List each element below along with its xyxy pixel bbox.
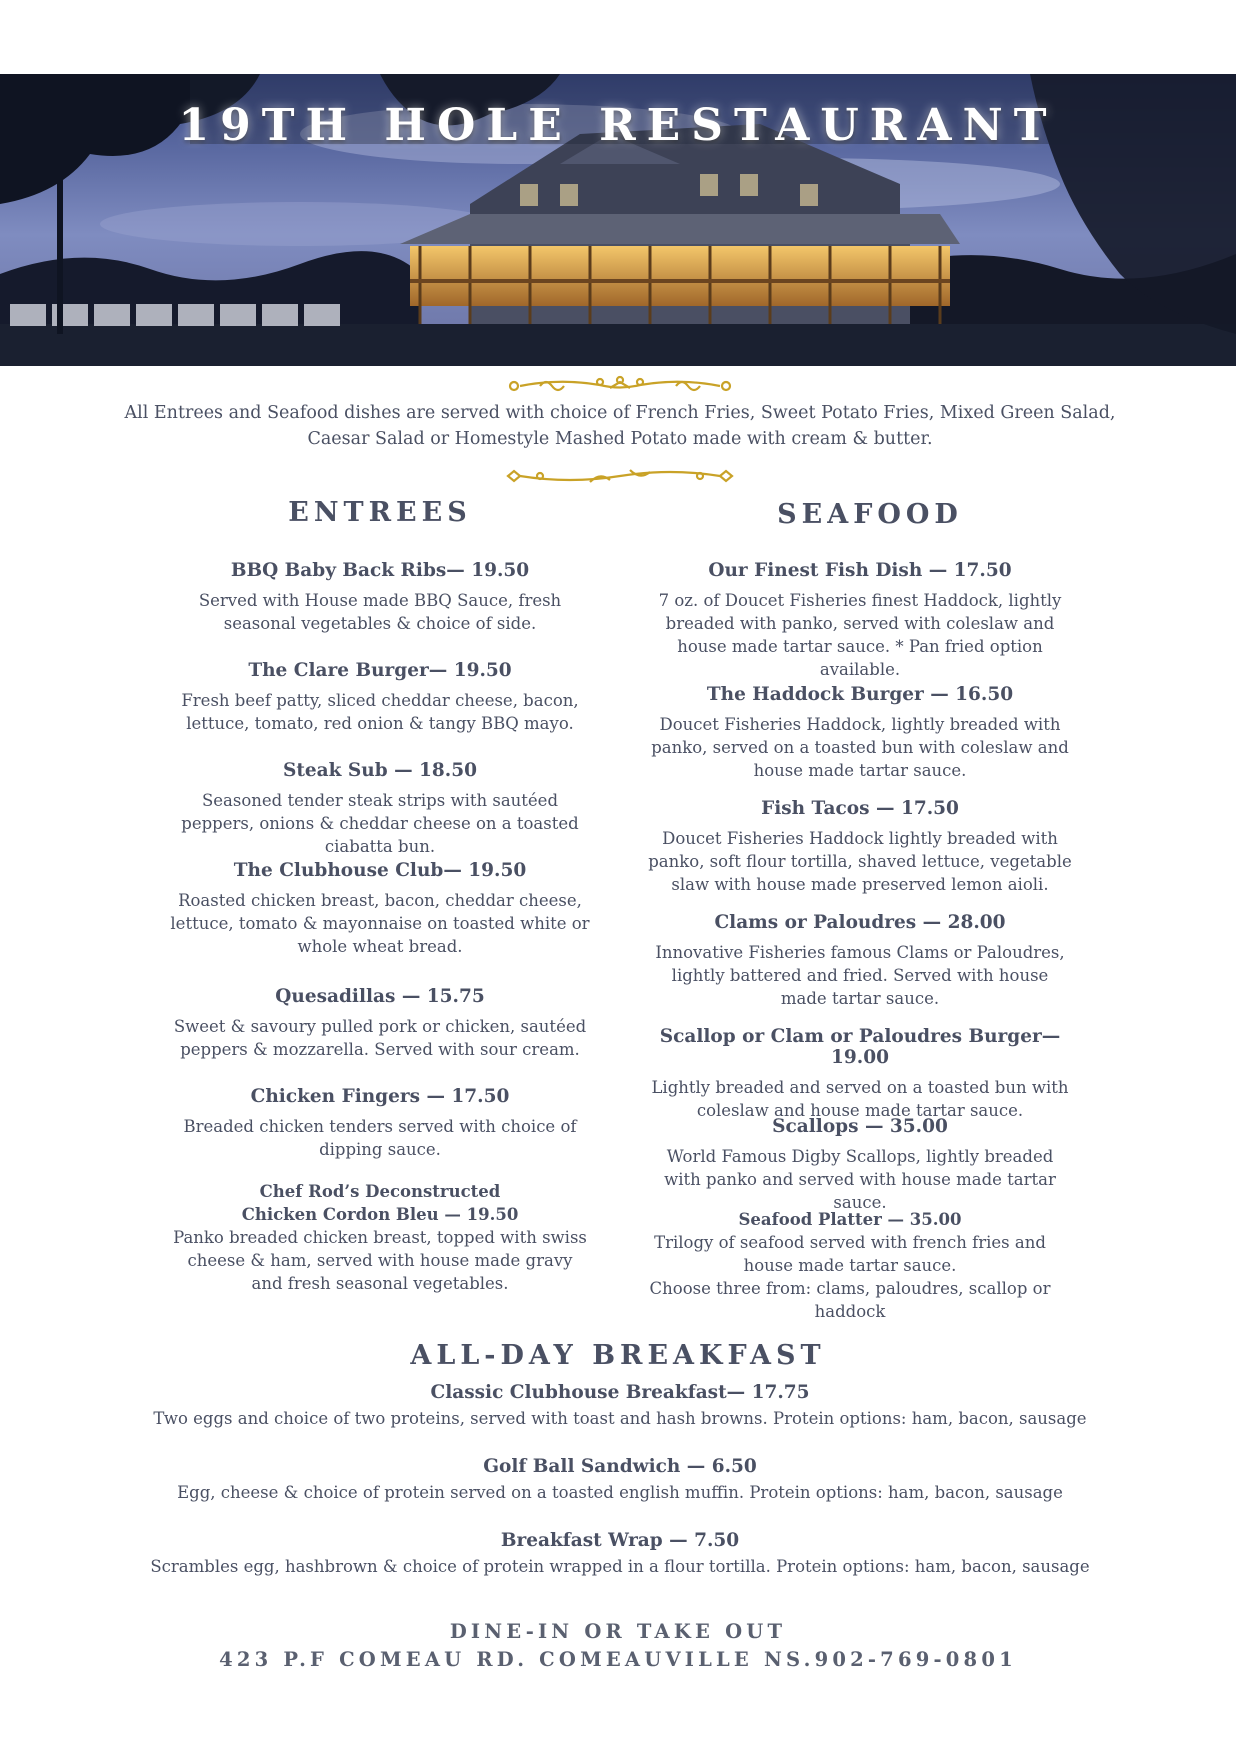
seafood-item: [640, 1026, 1080, 1122]
item-name: Chef Rod’s Deconstructed: [259, 1182, 501, 1201]
item-description: 7 oz. of Doucet Fisheries finest Haddock, lightly breaded with panko, served with coleslaw and house made tartar sauce. * Pan fried option available.: [658, 591, 1062, 679]
entrees-heading: ENTREES: [288, 497, 472, 528]
item-description: Two eggs and choice of two proteins, served with toast and hash browns. Protein options: ham, bacon, sausage: [153, 1409, 1087, 1428]
ornament-divider-middle: [500, 462, 740, 492]
item-name: Quesadillas — 15.75: [275, 986, 485, 1007]
item-description: Egg, cheese & choice of protein served on a toasted english muffin. Protein options: ham, bacon, sausage: [177, 1483, 1063, 1502]
item-name: Seafood Platter — 35.00: [738, 1210, 962, 1229]
breakfast-item: [120, 1382, 1120, 1430]
item-description: Innovative Fisheries famous Clams or Paloudres, lightly battered and fried. Served with house made tartar sauce.: [655, 943, 1065, 1008]
ornament-divider-top: [500, 370, 740, 400]
item-name: Steak Sub — 18.50: [283, 760, 477, 781]
entree-item: [170, 860, 590, 958]
item-description: Sweet & savoury pulled pork or chicken, sautéed peppers & mozzarella. Served with sour cream.: [173, 1017, 587, 1059]
breakfast-heading: ALL-DAY BREAKFAST: [410, 1340, 826, 1371]
item-description: Doucet Fisheries Haddock, lightly breaded with panko, served on a toasted bun with coleslaw and house made tartar sauce.: [651, 715, 1069, 780]
restaurant-title: 19TH HOLE RESTAURANT: [178, 100, 1058, 151]
item-description: Breaded chicken tenders served with choice of dipping sauce.: [183, 1117, 577, 1159]
sides-intro: All Entrees and Seafood dishes are served with choice of French Fries, Sweet Potato Fries, Mixed Green Salad, Caesar Salad or Homestyle Mashed Potato made with cream & butter.: [124, 403, 1116, 449]
item-name: Fish Tacos — 17.50: [761, 798, 959, 819]
seafood-item: [630, 1208, 1070, 1323]
item-description: Choose three from: clams, paloudres, scallop or haddock: [649, 1279, 1051, 1321]
item-name: The Clubhouse Club— 19.50: [233, 860, 527, 881]
entree-item: [170, 1086, 590, 1161]
seafood-item: [640, 798, 1080, 896]
breakfast-item: [120, 1530, 1120, 1578]
item-name: Chicken Cordon Bleu — 19.50: [241, 1205, 519, 1224]
item-description: Roasted chicken breast, bacon, cheddar cheese, lettuce, tomato & mayonnaise on toasted white or whole wheat bread.: [170, 891, 590, 956]
seafood-heading: SEAFOOD: [777, 499, 963, 530]
item-name: Classic Clubhouse Breakfast— 17.75: [430, 1382, 810, 1403]
item-description: Trilogy of seafood served with french fries and house made tartar sauce.: [654, 1233, 1046, 1275]
breakfast-item: [120, 1456, 1120, 1504]
item-description: Lightly breaded and served on a toasted bun with coleslaw and house made tartar sauce.: [651, 1078, 1069, 1120]
seafood-item: [650, 1116, 1070, 1214]
item-name: The Haddock Burger — 16.50: [706, 684, 1014, 705]
item-description: World Famous Digby Scallops, lightly breaded with panko and served with house made tartar sauce.: [664, 1147, 1056, 1212]
item-description: Scrambles egg, hashbrown & choice of protein wrapped in a flour tortilla. Protein options: ham, bacon, sausage: [150, 1557, 1090, 1576]
entree-item: [170, 986, 590, 1061]
entree-item: [170, 1180, 590, 1295]
item-description: Seasoned tender steak strips with sautéed peppers, onions & cheddar cheese on a toasted ciabatta bun.: [181, 791, 579, 856]
item-description: Fresh beef patty, sliced cheddar cheese, bacon, lettuce, tomato, red onion & tangy BBQ mayo.: [181, 691, 579, 733]
item-name: Clams or Paloudres — 28.00: [714, 912, 1006, 933]
item-description: Served with House made BBQ Sauce, fresh seasonal vegetables & choice of side.: [198, 591, 562, 633]
seafood-item: [650, 912, 1070, 1010]
item-name: Breakfast Wrap — 7.50: [500, 1530, 740, 1551]
seafood-item: [650, 560, 1070, 681]
item-name: BBQ Baby Back Ribs— 19.50: [230, 560, 530, 581]
item-description: Doucet Fisheries Haddock lightly breaded with panko, soft flour tortilla, shaved lettuce, vegetable slaw with house made preserved lemon aioli.: [648, 829, 1072, 894]
item-description: Panko breaded chicken breast, topped with swiss cheese & ham, served with house made gravy and fresh seasonal vegetables.: [173, 1228, 587, 1293]
seafood-item: [650, 684, 1070, 782]
item-name: Scallop or Clam or Paloudres Burger— 19.00: [659, 1026, 1061, 1068]
footer-address: 423 P.F COMEAU RD. COMEAUVILLE NS.902-769-0801: [219, 1648, 1017, 1671]
item-name: Scallops — 35.00: [772, 1116, 948, 1137]
entree-item: [170, 560, 590, 635]
entree-item: [170, 660, 590, 735]
item-name: Golf Ball Sandwich — 6.50: [483, 1456, 757, 1477]
footer-service: DINE-IN OR TAKE OUT: [449, 1620, 787, 1643]
entree-item: [170, 760, 590, 858]
item-name: Our Finest Fish Dish — 17.50: [708, 560, 1012, 581]
item-name: The Clare Burger— 19.50: [248, 660, 512, 681]
item-name: Chicken Fingers — 17.50: [250, 1086, 510, 1107]
